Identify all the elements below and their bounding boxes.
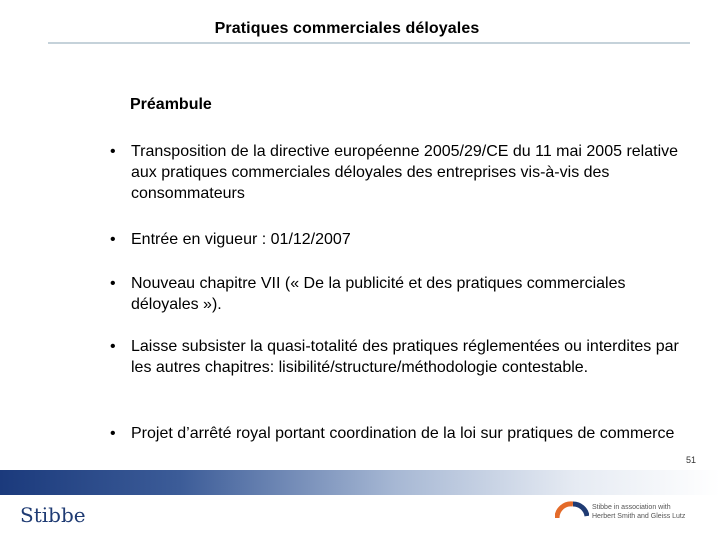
bullet-text: Laisse subsister la quasi-totalité des pratiques réglementées ou interdites par les autres chapitres: lisibilité/structure/méthodologie contestable.: [131, 338, 679, 376]
bullet-text: Entrée en vigueur : 01/12/2007: [131, 231, 351, 248]
bullet-marker: •: [110, 338, 116, 355]
bullet-item: [110, 141, 690, 204]
bullet-item: [110, 273, 690, 315]
partner-line-1: Stibbe in association with: [592, 504, 671, 511]
bullet-marker: •: [110, 231, 116, 248]
partner-line-2: Herbert Smith and Gleiss Lutz: [592, 513, 686, 520]
bullet-marker: •: [110, 275, 116, 292]
bullet-item: [110, 229, 690, 250]
bullet-item: [110, 336, 690, 378]
partner-arc-icon: [555, 500, 589, 520]
bullet-marker: •: [110, 425, 116, 442]
bullet-marker: •: [110, 143, 116, 160]
partner-text: [592, 503, 685, 521]
slide-subtitle: Préambule: [130, 96, 212, 113]
bullet-text: Transposition de la directive européenne 2005/29/CE du 11 mai 2005 relative aux pratiques commerciales déloyales des entreprises vis-à-vis des consommateurs: [131, 143, 679, 202]
bullet-text: Projet d’arrêté royal portant coordination de la loi sur pratiques de commerce: [131, 425, 675, 442]
footer-gradient-bar: [0, 470, 720, 495]
slide-title: Pratiques commerciales déloyales: [214, 20, 480, 37]
bullet-item: [110, 423, 690, 444]
bullet-text: Nouveau chapitre VII (« De la publicité et des pratiques commerciales déloyales »).: [131, 275, 626, 313]
title-rule: [48, 42, 690, 44]
page-number: 51: [685, 455, 696, 465]
stibbe-logo: Stibbe: [20, 503, 86, 527]
